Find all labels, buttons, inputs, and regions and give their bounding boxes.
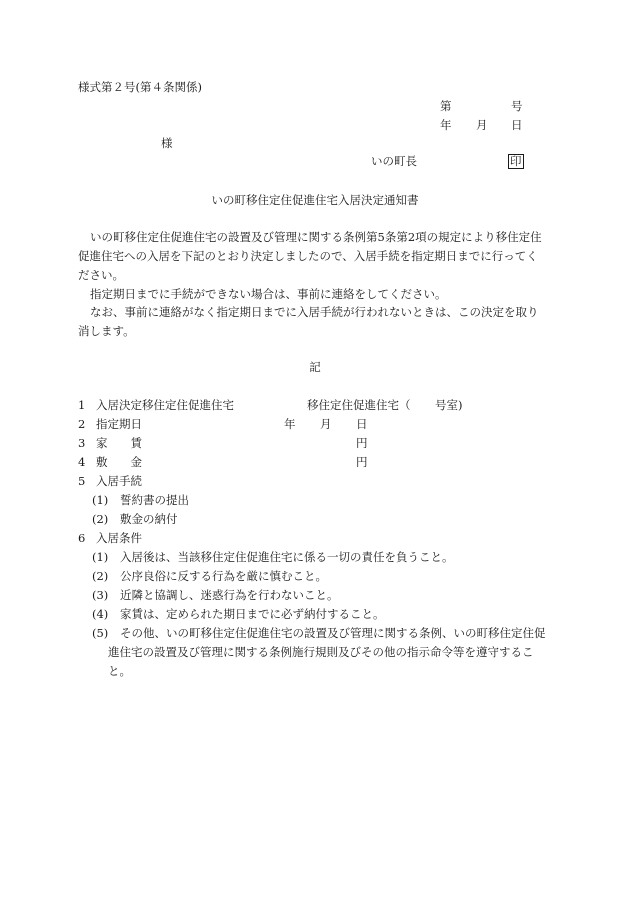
date-year: 年 [440,118,452,132]
form-label: 様式第２号(第４条関係) [78,80,202,94]
item-6-sub-4-text: 家賃は、定められた期日までに必ず納付すること。 [120,607,385,621]
item-4-unit: 円 [356,455,368,469]
item-2-year: 年 [284,417,296,431]
item-5-sub-2-text: 敷金の納付 [120,512,178,526]
date-month: 月 [476,118,488,132]
item-4-label: 敷 金 [96,455,142,469]
item-6-sub-2-text: 公序良俗に反する行為を厳に慎むこと。 [120,569,327,583]
item-6-sub-4-number: (4) [92,607,109,621]
item-6-sub-2-number: (2) [92,569,109,583]
item-6-sub-3-number: (3) [92,588,109,602]
item-6-label: 入居条件 [96,531,142,545]
body-paragraph-1: いの町移住定住促進住宅の設置及び管理に関する条例第5条第2項の規定により移住定住促進住宅への入居を下記のとおり決定しましたので、入居手続を指定期日までに行ってください。 [78,230,542,282]
document-title: いの町移住定住促進住宅入居決定通知書 [211,193,419,207]
item-2-label: 指定期日 [96,417,142,431]
document-number-suffix: 号 [511,99,523,113]
item-4-number: 4 [78,455,86,469]
item-2-number: 2 [78,417,86,431]
ki-heading: 記 [309,360,321,374]
item-2-month: 月 [320,417,332,431]
document-number-prefix: 第 [440,99,452,113]
item-6-sub-1-number: (1) [92,550,109,564]
item-5-number: 5 [78,474,86,488]
item-1-value: 移住定住促進住宅（ [307,398,411,412]
item-6-sub-5-text: その他、いの町移住定住促進住宅の設置及び管理に関する条例、いの町移住定住促進住宅の設置及び管理に関する条例施行規則及びその他の指示命令等を遵守すること。 [108,626,546,678]
item-5-sub-1-text: 誓約書の提出 [120,493,189,507]
item-3-number: 3 [78,436,86,450]
item-3-unit: 円 [356,436,368,450]
item-6-sub-5-number: (5) [92,626,109,640]
item-2-day: 日 [356,417,368,431]
body-paragraph-2: 指定期日までに手続ができない場合は、事前に連絡をしてください。 [90,287,447,301]
item-1-label: 入居決定移住定住促進住宅 [96,398,234,412]
item-5-label: 入居手続 [96,474,142,488]
item-6-sub-3-text: 近隣と協調し、迷惑行為を行わないこと。 [120,588,339,602]
item-1-number: 1 [78,398,86,412]
addressee-suffix: 様 [161,136,173,150]
item-1-unit: 号室) [435,398,463,412]
item-5-sub-1-number: (1) [92,493,109,507]
date-day: 日 [511,118,523,132]
item-6-sub-1-text: 入居後は、当該移住定住促進住宅に係る一切の責任を負うこと。 [120,550,454,564]
seal-label: 印 [510,154,522,168]
item-3-label: 家 賃 [96,436,142,450]
seal-mark [508,154,524,169]
body-paragraph-3: なお、事前に連絡がなく指定期日までに入居手続が行われないときは、この決定を取り消します。 [78,305,539,338]
item-6-number: 6 [78,531,86,545]
item-5-sub-2-number: (2) [92,512,109,526]
issuer-name: いの町長 [371,154,417,168]
